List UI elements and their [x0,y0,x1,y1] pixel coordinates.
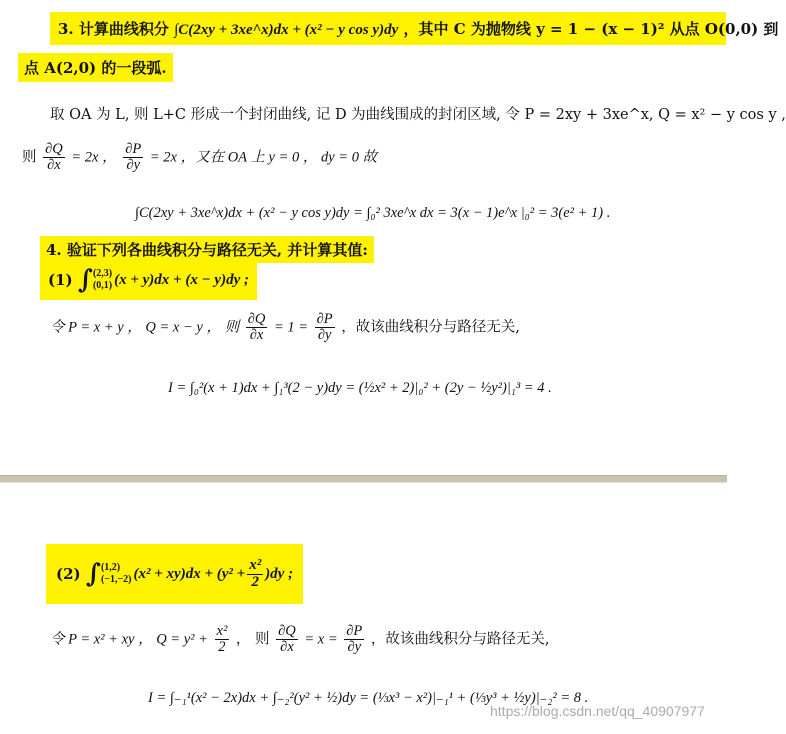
problem3-para1 [50,103,786,124]
frac-num: ∂P [316,311,333,327]
part1-integral: (x + y)dx + (x − y)dy ; [114,271,249,288]
frac-num: x² [249,556,262,573]
part2-label: (2) [56,565,81,583]
problem3-para2-mid2: = 2x ，又在 OA 上 y = 0 ， dy = 0 故 [149,149,378,166]
problem3-result [135,205,610,222]
frac-den: ∂x [280,639,294,656]
problem4-heading [40,236,374,263]
part1-text-c: ，故该曲线积分与路径无关, [341,319,520,336]
part2-result-text: I = ∫₋₁¹(x² − 2x)dx + ∫₋₂²(y² + ½)dy = (⅓x³ − x²)|₋₁¹ + (⅓y³ + ½y)|₋₂² = 8 . [148,690,589,706]
part1-text-b: = 1 = [273,319,309,336]
dQdx-fraction [246,312,268,343]
problem3-para1-text: 取 OA 为 L, 则 L+C 形成一个封闭曲线, 记 D 为曲线围成的封闭区域, 令 P = 2xy + 3xe^x, Q = x² − y cos y , [50,107,786,123]
integral-sign-icon: ∫ [85,559,101,589]
frac-den: ∂y [347,639,362,656]
frac-den: ∂x [249,327,264,344]
dQdx-fraction [276,624,298,655]
dPdy-fraction [344,624,364,655]
frac-num: ∂P [346,623,363,639]
problem3-line2: 点 A(2,0) 的一段弧. [24,59,167,77]
problem3-mid: ，其中 C 为抛物线 y = 1 − (x − 1)² 从点 O(0,0) 到 [403,20,779,38]
x2-over-2-fraction [215,624,230,655]
integral-sign-icon: ∫ [77,265,93,295]
part1-upper: (2,3) [92,268,113,279]
problem3-heading [50,12,779,45]
part2-text-c: = x = [304,631,338,648]
frac-num: ∂P [125,141,142,157]
problem4-part2-text [50,624,550,655]
problem3-para2-mid: = 2x ， [71,149,117,166]
part1-limits [93,268,112,292]
x2-over-2-fraction [247,558,263,591]
part2-text-d: ，故该曲线积分与路径无关, [370,631,550,648]
frac-den: 2 [251,573,259,590]
dPdy-fraction [315,312,335,343]
part2-limits [101,562,132,586]
frac-den: ∂x [47,157,61,174]
problem4-part1-text [50,312,520,343]
part1-text-a: 令 P = x + y ， Q = x − y ， 则 [50,319,240,336]
dPdy-fraction [123,142,143,173]
frac-den: ∂y [126,157,141,174]
frac-num: ∂Q [278,623,296,639]
part1-label: (1) [48,271,73,289]
problem4-part2-heading [46,544,303,604]
problem4-part1-heading [40,260,257,300]
watermark: https://blog.csdn.net/qq_40907977 [490,703,705,719]
part2-integral: (x² + xy)dx + (y² + [133,565,246,582]
problem3-para2-prefix: 则 [22,149,37,166]
part2-lower: (−1,−2) [100,574,132,585]
part2-text-b: ， 则 [235,631,270,648]
frac-num: x² [216,623,228,639]
problem3-lead: 3. 计算曲线积分 [58,20,169,38]
problem3-result-text: ∫C(2xy + 3xe^x)dx + (x² − y cos y)dy = ∫₀² 3xe^x dx = 3(x − 1)e^x |₀² = 3(e² + 1) . [135,205,611,221]
frac-num: ∂Q [45,141,63,157]
frac-num: ∂Q [247,311,266,327]
part1-result-text: I = ∫₀²(x + 1)dx + ∫₁³(2 − y)dy = (½x² + 2)|₀² + (2y − ½y²)|₁³ = 4 . [168,380,552,396]
problem4-header-text: 4. 验证下列各曲线积分与路径无关, 并计算其值: [46,241,368,259]
problem3-heading-line2 [18,53,173,82]
part2-tail: )dy ; [265,565,294,582]
part2-text-a: 令 P = x² + xy ， Q = y² + [50,631,208,648]
frac-den: ∂y [317,327,332,344]
page-divider [0,475,727,483]
problem4-part1-result [168,380,552,397]
dQdx-fraction [43,142,65,173]
frac-den: 2 [218,639,226,656]
problem3-para2 [22,142,377,173]
part2-upper: (1,2) [100,562,121,573]
problem3-integral: ∫C(2xy + 3xe^x)dx + (x² − y cos y)dy [174,22,399,38]
part1-lower: (0,1) [92,280,113,291]
